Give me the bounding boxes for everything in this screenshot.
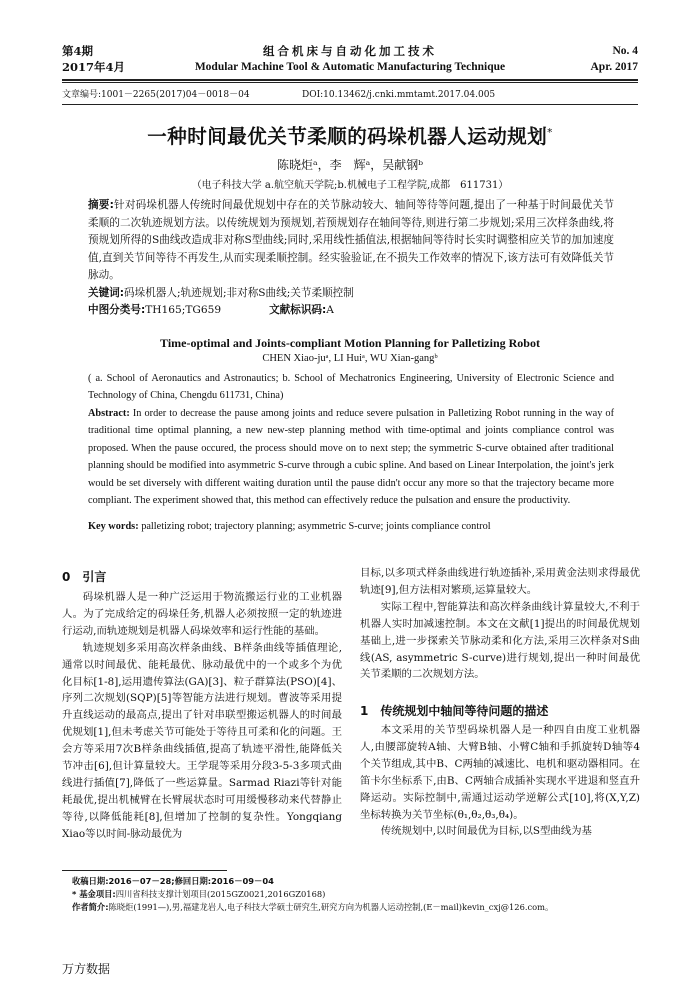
title-footnote-mark: * [547, 127, 553, 139]
journal-title-zh: 组合机床与自动化加工技术 [263, 44, 437, 58]
issue-en: No. 4 [612, 45, 638, 57]
header-rule [62, 79, 638, 81]
document-code: A [326, 304, 334, 316]
paragraph: 本文采用的关节型码垛机器人是一种四自由度工业机器人,由腰部旋转A轴、大臂B轴、小臂C轴和手抓旋转D轴等4个关节组成,其中B、C两轴的减速比、电机和驱动器相同。在笛卡尔坐标系下,由B、C两轴合成插补实现水平进退和竖直升降运动。实际控制中,需通过运动学逆解公式[10],将(X,Y,Z)坐标转换为关节坐标(θ₁,θ₂,θ₃,θ₄)。 [360, 724, 640, 821]
keywords-zh-label: 关键词: [88, 287, 125, 299]
date-zh: 2017年4月 [62, 60, 126, 74]
abstract-zh-label: 摘要: [88, 199, 114, 211]
section-1-heading: 1 传统规划中轴间等待问题的描述 [360, 704, 549, 718]
paragraph: 目标,以多项式样条曲线进行轨迹插补,采用黄金法则求得最优轨迹[9],但方法相对繁琐,运算量较大。 [360, 567, 640, 596]
date-en: Apr. 2017 [590, 61, 638, 73]
authors-en: CHEN Xiao-juᵃ, LI Huiᵃ, WU Xian-gangᵇ [262, 353, 438, 364]
footnote-author: 作者简介:陈晓炬(1991—),男,福建龙岩人,电子科技大学硕士研究生,研究方向为机器人运动控制,(E－mail)kevin_cxj@126.com。 [72, 902, 554, 912]
clc-number: TH165;TG659 [145, 304, 222, 316]
affiliation-en: ( a. School of Aeronautics and Astronautics; b. School of Mechatronics Engineering, University of Electronic Science and Technology of China, Chengdu 611731, China) [88, 373, 614, 402]
title-en: Time-optimal and Joints-compliant Motion Planning for Palletizing Robot [160, 336, 540, 350]
footnote-received: 收稿日期:2016－07－28;修回日期:2016－09－04 [72, 876, 274, 886]
issue-zh: 第4期 [62, 44, 94, 58]
footnote-rule [62, 870, 227, 871]
authors-zh: 陈晓炬ᵃ，李 辉ᵃ，吴献钢ᵇ [276, 158, 424, 172]
doi: DOI:10.13462/j.cnki.mmtamt.2017.04.005 [302, 90, 496, 100]
abstract-en-label: Abstract: [88, 408, 130, 419]
classification: 中图分类号:TH165;TG659 文献标识码:A [88, 304, 334, 316]
left-column [62, 589, 342, 843]
paragraph: 传统规划中,以时间最优为目标,以S型曲线为基 [380, 825, 592, 838]
right-column-cont [360, 722, 640, 840]
paragraph: 轨迹规划多采用高次样条曲线、B样条曲线等插值理论,通常以时间最优、能耗最优、脉动最优中的一个或多个为优化目标[1-8],运用遗传算法(GA)[3]、粒子群算法(PSO)[4]、序列二次规划(SQP)[5]等智能方法进行规划。曹波等采用提升直线运动的最高点,提出了针对串联型搬运机器人的时间最优规划[1],但未考虑关节可能处于等待且可柔和化的问题。王会方等采用7次B样条曲线插值,提高了轨迹平滑性,能降低关节冲击[6],但计算量较大。王学琨等采用分段3-5-3多项式曲线进行插值[7],降低了一些运算量。Sarmad Riazi等针对能耗最优,提出机械臂在长臂展状态时可用缓慢移动来代替静止等待,以降低能耗[8],但增加了控制的复杂性。Yongqiang Xiao等以时间-脉动最优为 [62, 641, 342, 840]
paragraph: 实际工程中,智能算法和高次样条曲线计算量较大,不利于机器人实时加减速控制。本文在文献[1]提出的时间最优规划基础上,进一步探索关节脉动柔和化方法,采用三次样条对S曲线(AS, asymmetric S-curve)进行规划,提出一种时间最优关节柔顺的二次规划方法。 [360, 600, 640, 681]
watermark: 万方数据 [62, 962, 111, 976]
affiliation-zh: （电子科技大学 a.航空航天学院;b.机械电子工程学院,成都 611731） [191, 180, 509, 191]
paragraph: 码垛机器人是一种广泛运用于物流搬运行业的工业机器人。为了完成给定的码垛任务,机器人必须按照一定的轨迹进行运动,而轨迹规划是机器人码垛效率和运行性能的基础。 [62, 591, 342, 637]
article-number: 文章编号:1001－2265(2017)04－0018－04 [62, 90, 250, 100]
keywords-en: Key words: palletizing robot; trajectory planning; asymmetric S-curve; joints compliance control [88, 521, 491, 532]
footnote-fund: * 基金项目:四川省科技支撑计划项目(2015GZ0021,2016GZ0168) [72, 889, 326, 899]
abstract-en: Abstract: In order to decrease the pause among joints and reduce severe pulsation in Palletizing Robot running in the way of traditional time optimal planning, a new new-step planning method with time-optimal and joints compliance control was proposed. When the pause occured, the process should move on to next step; the symmetric S-curve obtained after traditional planning should be modified into asymmetric S-curve through a cubic spline. And based on Linear Interpolation, the joint's jerk would be set diversely with different waiting duration until the pause didn't occur any more so that the trajectory became more compliant. The experiment showed that, this method can effectively reduce the pulsation and ensure the productivity. [88, 408, 614, 507]
title-zh: 一种时间最优关节柔顺的码垛机器人运动规划* [147, 125, 553, 148]
journal-title-en: Modular Machine Tool & Automatic Manufacturing Technique [194, 61, 506, 73]
section-0-heading: 0 引言 [62, 570, 107, 584]
abstract-zh: 摘要:针对码垛机器人传统时间最优规划中存在的关节脉动较大、轴间等待等问题,提出了一种基于时间最优关节柔顺的二次轨迹规划方法。以传统规划为预规划,若预规划存在轴间等待,则进行第二步规划;采用三次样条曲线,将预规划所得的S曲线改造成非对称S型曲线;同时,采用线性插值法,根据轴间等待时长实时调整相应关节的加加速度值,直到关节间等待不再发生,从而实现柔顺控制。经实验验证,在不损失工作效率的情况下,该方法可有效降低关节脉动。 [88, 199, 614, 281]
meta-rule [62, 104, 638, 105]
keywords-zh: 关键词:码垛机器人;轨迹规划;非对称S曲线;关节柔顺控制 [88, 287, 354, 299]
header-rule-thin [62, 82, 638, 83]
right-column [360, 565, 640, 683]
keywords-en-label: Key words: [88, 521, 139, 532]
